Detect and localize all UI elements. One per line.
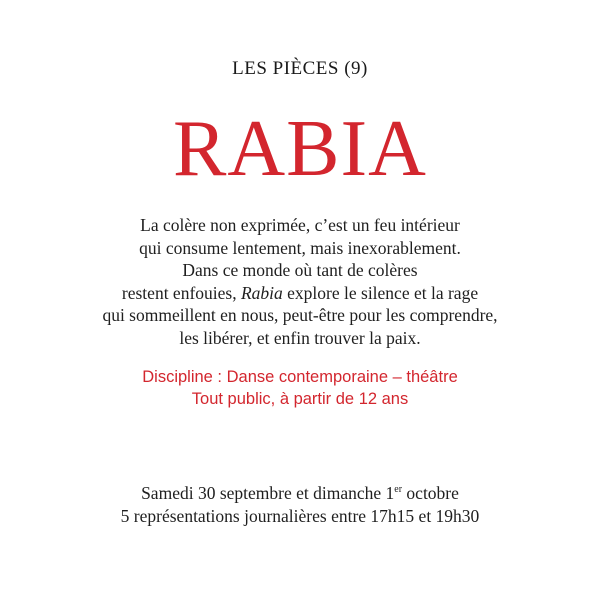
description-italic-title: Rabia [240, 282, 283, 303]
schedule-text: octobre [402, 483, 459, 503]
description-text: explore le silence et la rage [282, 282, 479, 303]
description-line: les libérer, et enfin trouver la paix. [179, 327, 421, 348]
description-line: La colère non exprimée, c’est un feu intérieur [140, 215, 460, 235]
piece-info [0, 366, 600, 410]
section-label: LES PIÈCES (9) [232, 58, 368, 79]
schedule-dates [0, 482, 600, 505]
description [0, 214, 600, 350]
description-line [0, 282, 600, 305]
schedule [0, 482, 600, 528]
discipline-text: Discipline : Danse contemporaine – théâtre [142, 368, 458, 386]
description-text: restent enfouies, [121, 282, 241, 303]
description-line: Dans ce monde où tant de colères [182, 260, 418, 281]
piece-title: RABIA [173, 105, 427, 193]
description-line: qui sommeillent en nous, peut-être pour les comprendre, [102, 305, 498, 326]
schedule-text: Samedi 30 septembre et dimanche 1 [141, 483, 395, 503]
ordinal-suffix: er [394, 484, 403, 495]
description-line: qui consume lentement, mais inexorablement. [139, 237, 461, 258]
schedule-times: 5 représentations journalières entre 17h15 et 19h30 [120, 506, 480, 526]
audience-text: Tout public, à partir de 12 ans [191, 390, 409, 408]
